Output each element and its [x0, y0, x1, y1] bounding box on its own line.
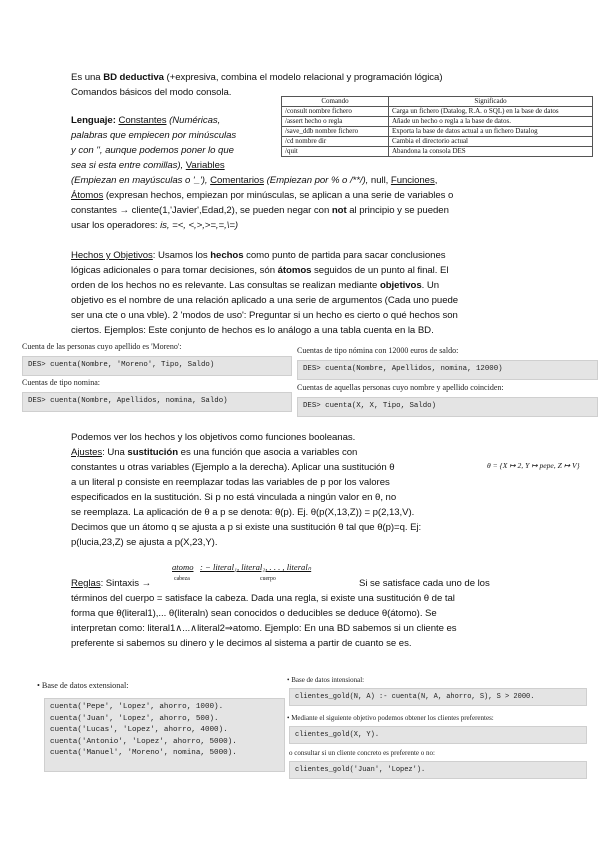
- hechos-text: seguidos de un punto al final. El: [311, 265, 449, 276]
- table-cell: /consult nombre fichero: [282, 107, 389, 117]
- hechos-label: Hechos y Objetivos: [71, 250, 153, 261]
- table-cell: /assert hecho o regla: [282, 117, 389, 127]
- intensional-title-text: Base de datos intensional:: [291, 676, 365, 684]
- ajustes-label: Ajustes: [71, 447, 103, 458]
- funciones-text: es una función que asocia a variables con: [178, 447, 358, 458]
- table-row: [282, 137, 593, 147]
- extensional-title-text: Base de datos extensional:: [41, 681, 129, 690]
- funciones-line-8: p(lucia,23,Z) se ajusta a p(X,23,Y).: [71, 537, 218, 548]
- hechos-line-6: ciertos. Ejemplos: Este conjunto de hechos es lo análogo a una tabla cuenta en la BD.: [71, 325, 434, 336]
- lenguaje-text: (Numéricas,: [166, 115, 221, 126]
- atomos-term: Átomos: [71, 190, 104, 201]
- reglas-label: Reglas: [71, 578, 101, 589]
- table-row: [282, 117, 593, 127]
- code-line: cuenta('Manuel', 'Moreno', nomina, 5000).: [50, 749, 237, 757]
- lenguaje-line-2: [71, 128, 236, 143]
- reglas-line-4: interpretan como: literal1∧...∧literal2⇒atomo. Ejemplo: En una BD sabemos si un cliente es: [71, 623, 457, 634]
- example-caption-3: Cuentas de tipo nomina:: [22, 378, 100, 387]
- example-caption-2: Cuentas de tipo nómina con 12000 euros de saldo:: [297, 346, 459, 355]
- intro-line-1: [71, 70, 442, 85]
- funciones-term: Funciones: [390, 175, 435, 186]
- funciones-line-5: especificados en la sustitución. Si p no está vinculada a ningún valor en θ, no: [71, 492, 397, 503]
- not-keyword: not: [331, 205, 347, 216]
- table-cell: /cd nombre dir: [282, 137, 389, 147]
- col-significado: Significado: [389, 97, 593, 107]
- lenguaje-line-5: [71, 173, 437, 188]
- lenguaje-text: sea si esta entre comillas),: [71, 160, 184, 171]
- reglas-line-2: términos del cuerpo = satisface la cabeza. Dada una regla, si existe una sustitución θ de tal: [71, 593, 455, 604]
- lenguaje-text: null,: [368, 175, 391, 186]
- lenguaje-text: ,: [434, 175, 438, 186]
- funciones-line-4: a un literal p consiste en reemplazar todas las variables de p por los valores: [71, 477, 390, 488]
- lenguaje-line-3: [71, 143, 234, 158]
- hechos-bold: átomos: [277, 265, 312, 276]
- lenguaje-text: (Empiezan por % o /**/),: [266, 175, 369, 186]
- reglas-line-1: [71, 576, 151, 591]
- intro-text: Es una: [71, 72, 104, 83]
- theta-formula: θ = {X ↦ 2, Y ↦ pepe, Z ↦ V}: [487, 461, 580, 470]
- table-row: [282, 127, 593, 137]
- funciones-line-6: se reemplaza. La aplicación de θ a p se denota: θ(p). Ej. θ(p(X,13,Z)) = p(2,13,V).: [71, 507, 415, 518]
- lenguaje-line-8: [71, 218, 238, 233]
- example-code-2: DES> cuenta(Nombre, Apellidos, nomina, 12000): [297, 360, 598, 380]
- intensional-q2-code: clientes_gold('Juan', 'Lopez').: [289, 761, 587, 779]
- funciones-line-1: Podemos ver los hechos y los objetivos como funciones booleanas.: [71, 432, 356, 443]
- code-line: cuenta('Juan', 'Lopez', ahorro, 500).: [50, 714, 219, 723]
- example-code-3: DES> cuenta(Nombre, Apellidos, nomina, Saldo): [22, 392, 292, 412]
- table-cell: Exporta la base de datos actual a un fichero Datalog: [389, 127, 593, 137]
- lenguaje-line-1: [71, 113, 220, 128]
- reglas-line-3: forma que θ(literal1),... θ(literaln) sean conocidos o deducibles se deduce θ(átomo). Se: [71, 608, 437, 619]
- table-cell: Carga un fichero (Datalog, R.A. o SQL) en la base de datos: [389, 107, 593, 117]
- example-caption-1: Cuenta de las personas cuyo apellido es 'Moreno':: [22, 342, 182, 351]
- commands-table: [281, 96, 593, 157]
- lenguaje-line-4: [71, 158, 225, 173]
- reglas-line-1b: Si se satisface cada uno de los: [359, 578, 490, 589]
- hechos-text: : Usamos los: [152, 250, 211, 261]
- hechos-bold: objetivos: [379, 280, 422, 291]
- commands-table-header: [282, 97, 593, 107]
- lenguaje-label: Lenguaje:: [71, 115, 116, 126]
- intro-text-post: (+expresiva, combina el modelo relacional y programación lógica): [163, 72, 443, 83]
- extensional-code: [44, 698, 285, 772]
- intensional-q1-label: Mediante el siguiente objetivo podemos obtener los clientes preferentes:: [291, 714, 494, 722]
- intensional-q1-text: [287, 714, 494, 722]
- lenguaje-line-6: [71, 188, 453, 203]
- constantes-term: Constantes: [118, 115, 167, 126]
- lenguaje-text: (Empiezan en mayúsculas o '_'),: [71, 175, 208, 186]
- hechos-text: como punto de partida para sacar conclusiones: [243, 250, 446, 261]
- lenguaje-text: usar los operadores:: [71, 220, 161, 231]
- variables-term: Variables: [185, 160, 225, 171]
- lenguaje-text: palabras que empiecen por minúsculas: [71, 130, 237, 141]
- funciones-line-7: Decimos que un átomo q se ajusta a p si existe una sustitución θ tal que θ(p)=q. Ej:: [71, 522, 422, 533]
- hechos-text: lógicas adicionales o para tomar decisiones, són: [71, 265, 278, 276]
- lenguaje-text: constantes → cliente(1,'Javier',Edad,2), se pueden negar con: [71, 205, 332, 216]
- intensional-title: [287, 676, 364, 684]
- hechos-line-3: [71, 278, 439, 293]
- intensional-rule-code: clientes_gold(N, A) :- cuenta(N, A, ahorro, S), S > 2000.: [289, 688, 587, 706]
- rule-body: : − literal₁, literal₂, . . . , literalₙ: [200, 562, 312, 572]
- reglas-line-5: preferente si sabemos su dinero y le decimos al sistema a partir de cuanto se es.: [71, 638, 412, 649]
- funciones-text: : Una: [102, 447, 128, 458]
- sustitucion-bold: sustitución: [127, 447, 179, 458]
- lenguaje-text: al principio y se pueden: [346, 205, 449, 216]
- hechos-bold: hechos: [210, 250, 244, 261]
- example-caption-4: Cuentas de aquellas personas cuyo nombre y apellido coinciden:: [297, 383, 504, 392]
- funciones-line-2: [71, 445, 357, 460]
- rule-head: atomo: [172, 562, 194, 572]
- example-code-4: DES> cuenta(X, X, Tipo, Saldo): [297, 397, 598, 417]
- table-cell: Cambia el directorio actual: [389, 137, 593, 147]
- hechos-line-1: [71, 248, 445, 263]
- funciones-line-3: constantes u otras variables (Ejemplo a la derecha). Aplicar una sustitución θ: [71, 462, 395, 473]
- extensional-title: [37, 681, 129, 690]
- lenguaje-text: (expresan hechos, empiezan por minúsculas, se aplican a una serie de variables o: [103, 190, 454, 201]
- table-cell: /quit: [282, 147, 389, 157]
- code-line: cuenta('Pepe', 'Lopez', ahorro, 1000).: [50, 703, 224, 711]
- hechos-line-4: objetivo es el nombre de una relación aplicado a una serie de argumentos (Cada uno puede: [71, 295, 459, 306]
- lenguaje-text: y con '', aunque podemos poner lo que: [71, 145, 234, 156]
- hechos-line-2: [71, 263, 448, 278]
- intro-bold: BD deductiva: [103, 72, 164, 83]
- example-code-1: DES> cuenta(Nombre, 'Moreno', Tipo, Saldo): [22, 356, 292, 376]
- intro-line-2: Comandos básicos del modo consola.: [71, 87, 232, 98]
- operators-list: is, =<, <,>,>=,=,\=): [160, 220, 239, 231]
- col-comando: Comando: [282, 97, 389, 107]
- hechos-text: . Un: [421, 280, 440, 291]
- table-row: [282, 107, 593, 117]
- bullet-icon: •: [37, 681, 40, 690]
- bullet-icon: •: [287, 676, 290, 684]
- code-line: cuenta('Lucas', 'Lopez', ahorro, 4000).: [50, 726, 228, 734]
- intensional-q2-text: o consultar si un cliente concreto es preferente o no:: [289, 749, 435, 757]
- hechos-text: orden de los hechos no es relevante. Las consultas se realizan mediante: [71, 280, 380, 291]
- bullet-icon: •: [287, 714, 290, 722]
- reglas-text: : Sintaxis →: [100, 578, 152, 589]
- table-cell: Abandona la consola DES: [389, 147, 593, 157]
- comentarios-term: Comentarios: [210, 175, 264, 186]
- lenguaje-line-7: [71, 203, 449, 218]
- rule-body-label: cuerpo: [260, 576, 276, 582]
- table-row: [282, 147, 593, 157]
- code-line: cuenta('Antonio', 'Lopez', ahorro, 5000).: [50, 737, 237, 746]
- rule-formula: [172, 562, 342, 590]
- table-cell: /save_ddb nombre fichero: [282, 127, 389, 137]
- table-cell: Añade un hecho o regla a la base de datos.: [389, 117, 593, 127]
- hechos-line-5: ser una cte o una vble). 2 'modos de uso': Preguntar si un hecho es cierto o qué hechos son: [71, 310, 458, 321]
- intensional-q1-code: clientes_gold(X, Y).: [289, 726, 587, 744]
- rule-head-label: cabeza: [174, 576, 190, 582]
